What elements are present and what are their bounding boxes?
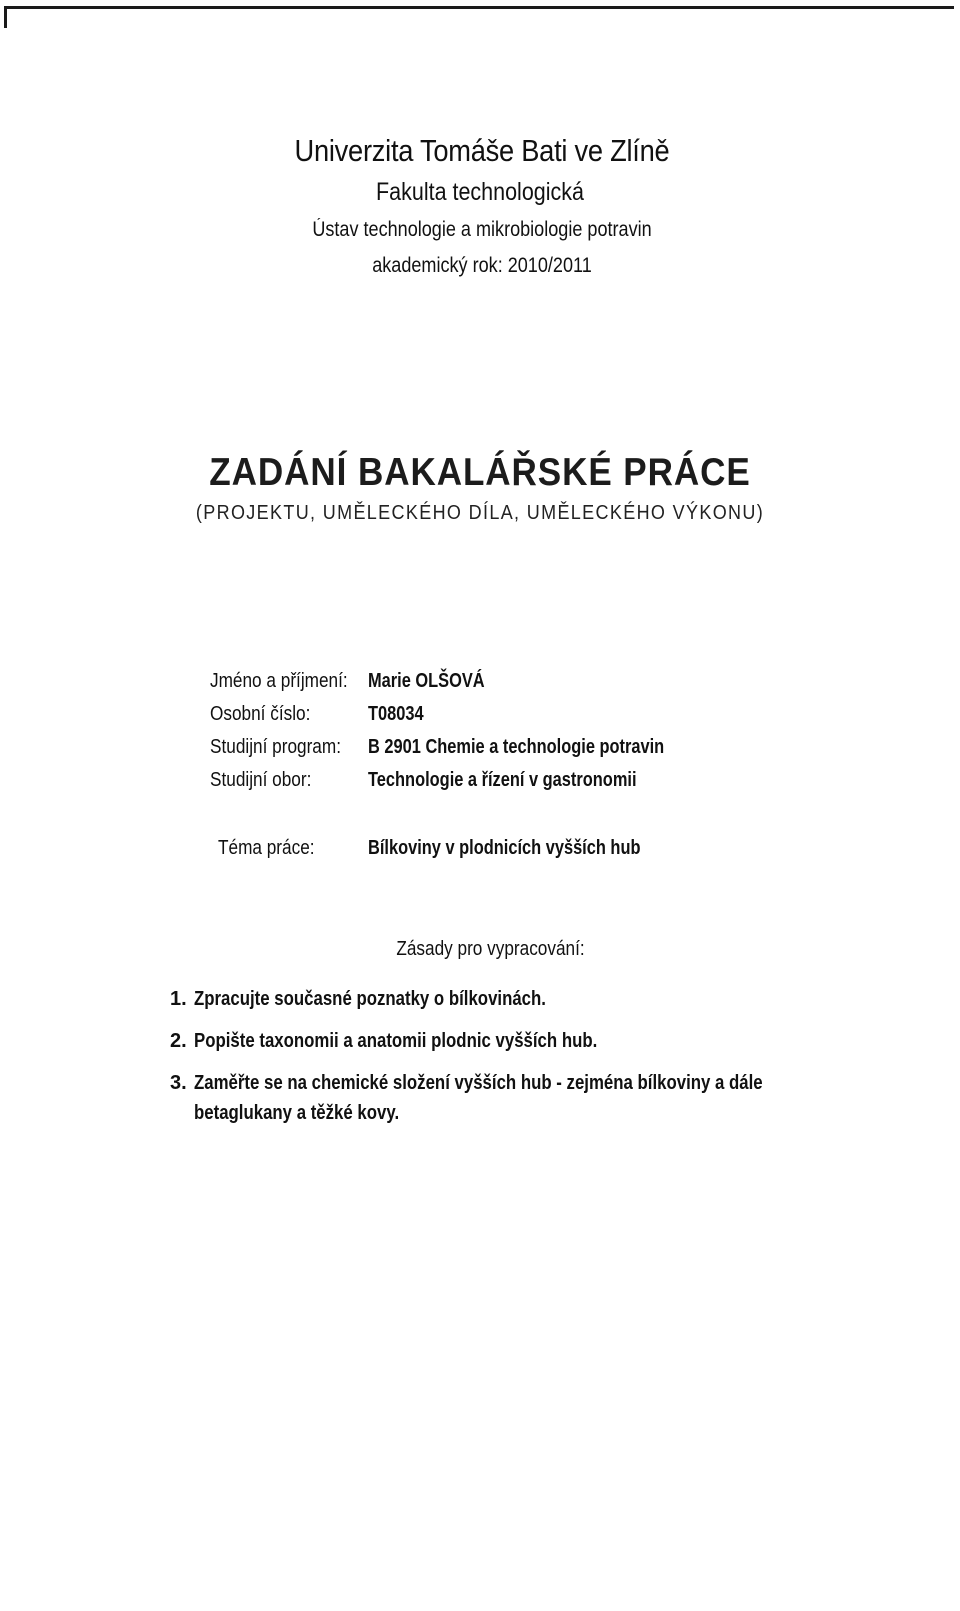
scan-border-top: [4, 6, 954, 9]
list-item: [170, 1026, 790, 1056]
university-name: Univerzita Tomáše Bati ve Zlíně: [294, 133, 670, 168]
info-value: Marie OLŠOVÁ: [368, 670, 485, 692]
topic-label: Téma práce:: [218, 837, 315, 859]
faculty-name: Fakulta technologická: [376, 178, 584, 206]
document-header: [0, 130, 960, 284]
info-label: Osobní číslo:: [210, 703, 311, 725]
academic-year: akademický rok: 2010/2011: [372, 254, 592, 277]
sub-title: (PROJEKTU, UMĚLECKÉHO DÍLA, UMĚLECKÉHO VÝKONU): [195, 502, 765, 524]
item-text: Popište taxonomii a anatomii plodnic vyšších hub.: [194, 1030, 598, 1052]
item-number: 1.: [170, 988, 187, 1010]
info-value: T08034: [368, 703, 424, 725]
main-title: ZADÁNÍ BAKALÁŘSKÉ PRÁCE: [209, 451, 751, 494]
list-item: [170, 1068, 790, 1128]
institute-name: Ústav technologie a mikrobiologie potravin: [312, 218, 652, 241]
list-item: [170, 984, 790, 1014]
item-text: Zaměřte se na chemické složení vyšších hub - zejména bílkoviny a dále betaglukany a těžké kovy.: [194, 1072, 763, 1124]
info-value: Technologie a řízení v gastronomii: [368, 769, 637, 791]
info-value: B 2901 Chemie a technologie potravin: [368, 736, 665, 758]
info-label: Studijní program:: [210, 736, 341, 758]
document-title: [0, 448, 960, 528]
topic-value: Bílkoviny v plodnicích vyšších hub: [368, 837, 641, 859]
principles-heading-text: Zásady pro vypracování:: [395, 938, 585, 960]
principles-heading: [0, 934, 960, 964]
item-number: 3.: [170, 1072, 187, 1094]
item-text: Zpracujte současné poznatky o bílkovinách.: [194, 988, 546, 1010]
scan-border-left: [4, 6, 7, 28]
info-label: Jméno a příjmení:: [210, 670, 348, 692]
principles-list: [170, 984, 790, 1140]
info-label: Studijní obor:: [210, 769, 312, 791]
item-number: 2.: [170, 1030, 187, 1052]
thesis-topic: [218, 833, 918, 865]
